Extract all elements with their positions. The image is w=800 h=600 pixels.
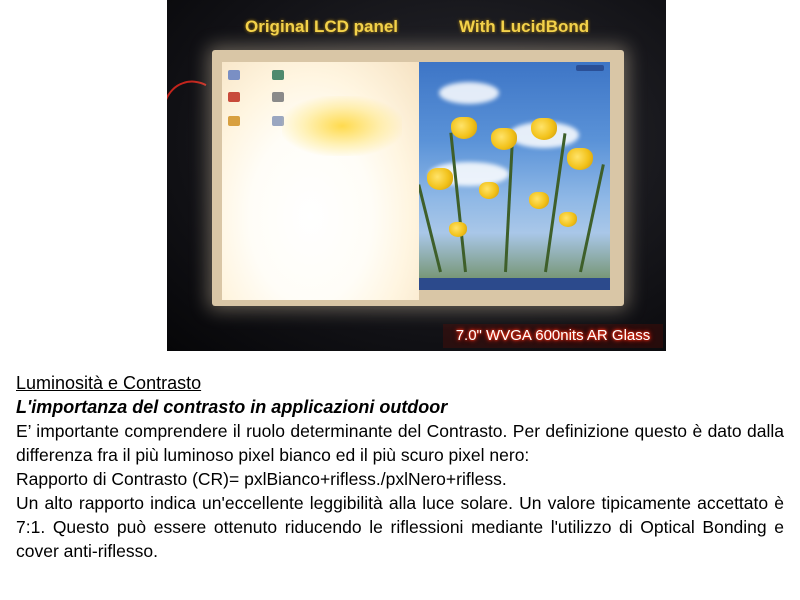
paragraph: Un alto rapporto indica un'eccellente leggibilità alla luce solare. Un valore tipicamente accettato è 7:1. Questo può essere ottenuto riducendo le riflessioni mediante l'utilizzo di Optical Bonding e cover anti-riflesso. — [16, 493, 784, 561]
lcd-panel — [212, 50, 624, 306]
label-original-panel: Original LCD panel — [245, 17, 399, 36]
desktop-icon — [228, 116, 240, 126]
panel-spec-caption: 7.0" WVGA 600nits AR Glass — [443, 324, 663, 348]
desktop-icon — [228, 92, 240, 102]
lcd-washed-out-half — [222, 62, 419, 300]
label-lucidbond: With LucidBond — [459, 17, 590, 36]
desktop-icon — [228, 70, 240, 80]
article-body — [16, 371, 784, 563]
section-heading: Luminosità e Contrasto — [16, 373, 202, 393]
tulip-flower — [559, 212, 577, 227]
tulip-flower — [479, 182, 499, 199]
tulip-stem — [419, 184, 442, 272]
tulip-stem — [579, 164, 605, 272]
tulip-flower — [427, 168, 453, 190]
tulip-flower — [491, 128, 517, 150]
section-subheading: L'importanza del contrasto in applicazioni outdoor — [16, 397, 448, 417]
lcd-bonded-half — [419, 62, 610, 290]
tulip-flower — [567, 148, 593, 170]
tulip-stem — [504, 142, 514, 272]
tulip-flower — [529, 192, 549, 209]
faded-tulip-image — [282, 96, 402, 156]
tulip-flower — [449, 222, 467, 237]
desktop-icon — [272, 70, 284, 80]
tulip-flower — [531, 118, 557, 140]
desktop-taskbar — [419, 278, 610, 290]
paragraph: E’ importante comprendere il ruolo determinante del Contrasto. Per definizione questo è dato dalla differenza fra il più luminoso pixel bianco ed il più scuro pixel nero: — [16, 421, 784, 465]
tulip-stem — [449, 133, 467, 273]
status-icons — [576, 65, 604, 71]
cloud — [439, 82, 499, 104]
paragraph-formula: Rapporto di Contrasto (CR)= pxlBianco+rifless./pxlNero+rifless. — [16, 469, 507, 489]
tulip-flower — [451, 117, 477, 139]
lcd-comparison-photo — [167, 0, 666, 351]
